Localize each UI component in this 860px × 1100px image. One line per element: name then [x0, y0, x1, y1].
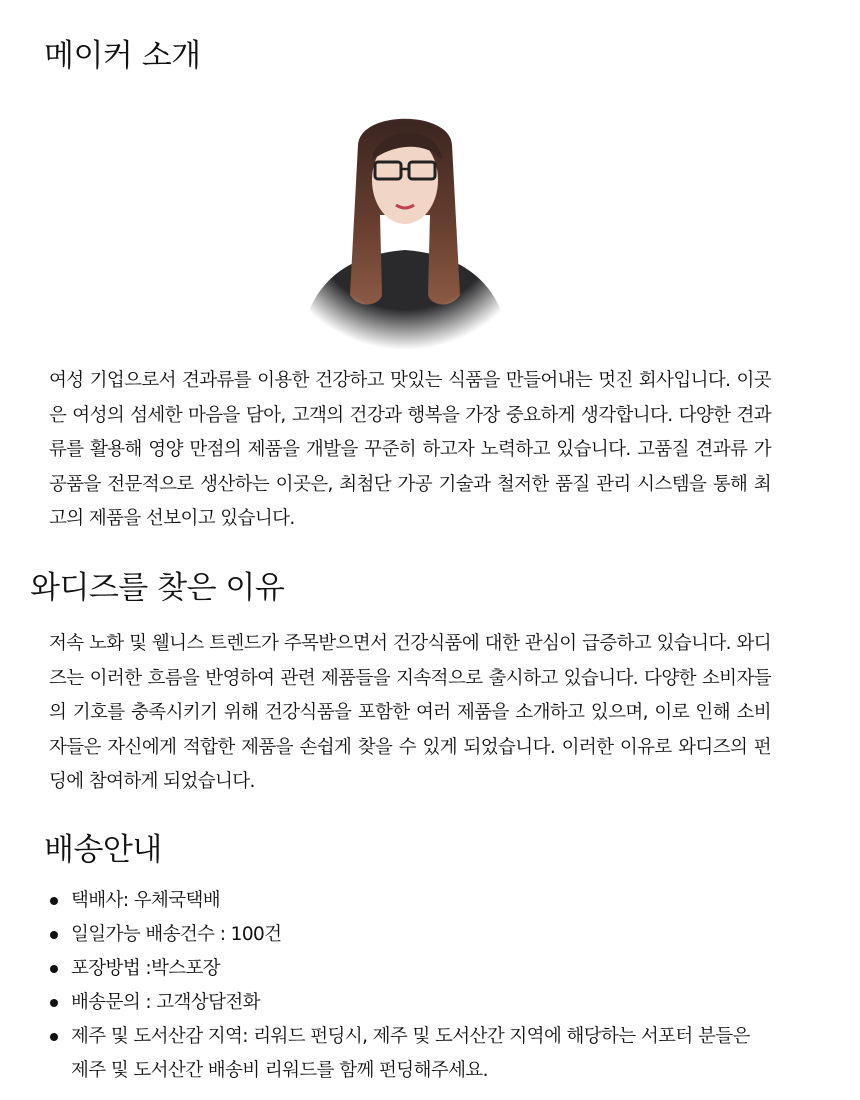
shipping-packaging: 포장방법 :박스포장	[71, 958, 221, 979]
list-item	[49, 986, 771, 1020]
list-item	[49, 918, 771, 952]
list-item	[49, 1020, 771, 1088]
maker-intro-text: 여성 기업으로서 견과류를 이용한 건강하고 맛있는 식품을 만들어내는 멋진 회사입니다. 이곳은 여성의 섬세한 마음을 담아, 고객의 건강과 행복을 가장 중요하게 생각합니다. 다양한 견과류를 활용해 영양 만점의 제품을 개발을 꾸준히 하고자 노력하고 있습니다. 고품질 견과류 가공품을 전문적으로 생산하는 이곳은, 최첨단 가공 기술과 철저한 품질 관리 시스템을 통해 최고의 제품을 선보이고 있습니다.	[49, 370, 771, 529]
shipping-daily-capacity: 일일가능 배송건수 : 100건	[71, 924, 282, 945]
list-item	[49, 884, 771, 918]
maker-intro-heading: 메이커 소개	[44, 38, 201, 74]
maker-photo	[280, 105, 530, 350]
shipping-list	[49, 884, 771, 1088]
bullet-icon	[50, 897, 58, 905]
bullet-icon	[50, 1033, 58, 1041]
list-item	[49, 952, 771, 986]
shipping-heading: 배송안내	[44, 832, 162, 868]
bullet-icon	[50, 931, 58, 939]
bullet-icon	[50, 965, 58, 973]
reason-heading: 와디즈를 찾은 이유	[30, 570, 285, 606]
reason-text: 저속 노화 및 웰니스 트렌드가 주목받으면서 건강식품에 대한 관심이 급증하고 있습니다. 와디즈는 이러한 흐름을 반영하여 관련 제품들을 지속적으로 출시하고 있습니다. 다양한 소비자들의 기호를 충족시키기 위해 건강식품을 포함한 여러 제품을 소개하고 있으며, 이로 인해 소비자들은 자신에게 적합한 제품을 손쉽게 찾을 수 있게 되었습니다. 이러한 이유로 와디즈의 펀딩에 참여하게 되었습니다.	[49, 633, 771, 792]
bullet-icon	[50, 999, 58, 1007]
shipping-inquiry: 배송문의 : 고객상담전화	[71, 992, 260, 1013]
shipping-carrier: 택배사: 우체국택배	[71, 890, 221, 911]
shipping-jeju-note: 제주 및 도서산감 지역: 리워드 펀딩시, 제주 및 도서산간 지역에 해당하는 서포터 분들은 제주 및 도서산간 배송비 리워드를 함께 펀딩해주세요.	[71, 1026, 750, 1081]
